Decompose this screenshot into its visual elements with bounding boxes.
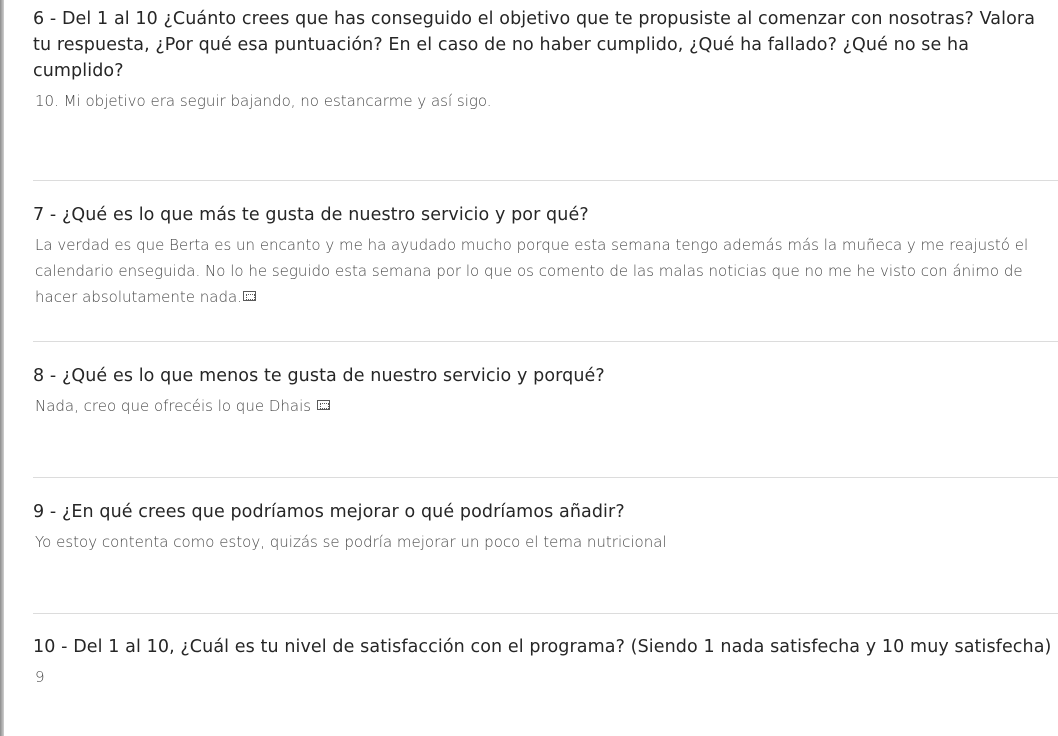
question-text: 7 - ¿Qué es lo que más te gusta de nuestro servicio y por qué? — [33, 205, 589, 225]
missing-emoji-glyph-icon — [243, 291, 256, 301]
survey-responses — [33, 6, 1058, 736]
answer-value: La verdad es que Berta es un encanto y me ha ayudado mucho porque esta semana tengo además más la muñeca y me reajustó el calendario enseguida. No lo he seguido esta semana por lo que os comento de las malas noticias que no me he visto con ánimo de hacer absolutamente nada. — [35, 236, 1029, 306]
answer-value: Nada, creo que ofrecéis lo que Dhais — [35, 397, 316, 415]
question-text: 6 - Del 1 al 10 ¿Cuánto crees que has conseguido el objetivo que te propusiste al comenzar con nosotras? Valora tu respuesta, ¿Por qué esa puntuación? En el caso de no haber cumplido, ¿Qué ha fallado? ¿Qué no se ha cumplido? — [33, 9, 1036, 81]
answer-text — [33, 393, 1055, 419]
window-left-edge — [0, 0, 4, 736]
question-block-6 — [33, 6, 1058, 181]
answer-text — [33, 664, 1055, 690]
question-text: 9 - ¿En qué crees que podríamos mejorar o qué podríamos añadir? — [33, 502, 625, 522]
question-text: 8 - ¿Qué es lo que menos te gusta de nuestro servicio y porqué? — [33, 366, 605, 386]
answer-text — [33, 529, 1055, 555]
answer-value: 10. Mi objetivo era seguir bajando, no estancarme y así sigo. — [35, 92, 492, 110]
question-block-10 — [33, 614, 1058, 736]
missing-emoji-glyph-icon — [317, 400, 330, 410]
answer-text — [33, 232, 1055, 310]
question-block-8 — [33, 342, 1058, 478]
answer-value: Yo estoy contenta como estoy, quizás se podría mejorar un poco el tema nutricional — [35, 533, 667, 551]
answer-value: 9 — [35, 668, 45, 686]
question-text: 10 - Del 1 al 10, ¿Cuál es tu nivel de satisfacción con el programa? (Siendo 1 nada satisfecha y 10 muy satisfecha) — [33, 637, 1052, 657]
answer-text — [33, 88, 1055, 114]
question-block-7 — [33, 181, 1058, 342]
question-block-9 — [33, 478, 1058, 614]
